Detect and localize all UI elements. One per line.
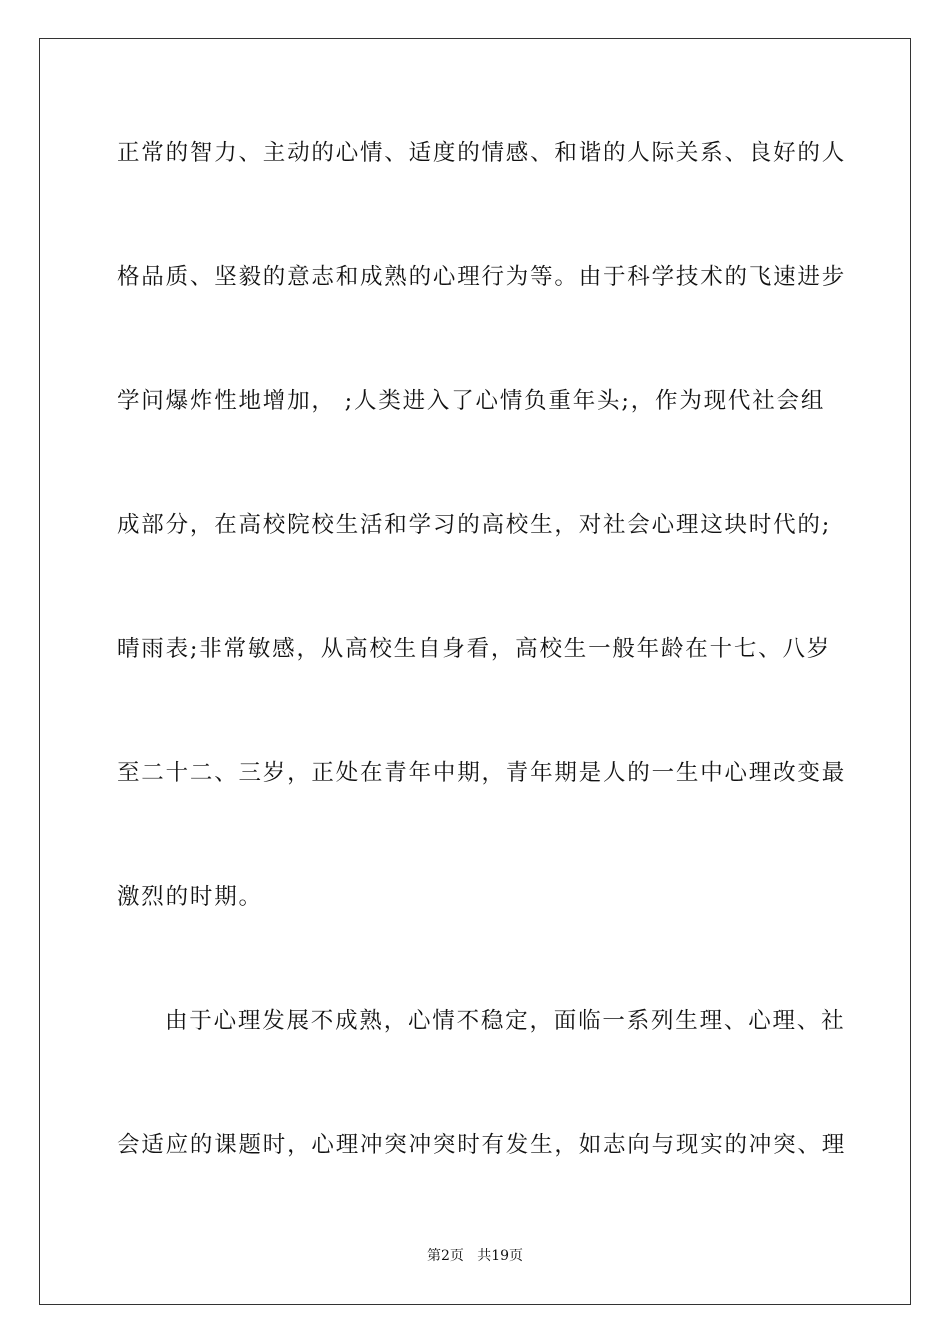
text-line: 正常的智力、主动的心情、适度的情感、和谐的人际关系、良好的人 xyxy=(117,140,847,166)
text-line: 至二十二、三岁，正处在青年中期，青年期是人的一生中心理改变最 xyxy=(117,760,847,786)
text-line: 成部分，在高校院校生活和学习的高校生，对社会心理这块时代的; xyxy=(117,512,832,538)
text-line: 晴雨表;非常敏感，从高校生自身看，高校生一般年龄在十七、八岁 xyxy=(117,636,832,662)
page-border xyxy=(39,38,911,1305)
text-line: 激烈的时期。 xyxy=(117,884,263,910)
page-number: 第2页 共19页 xyxy=(426,1248,524,1264)
text-line: 由于心理发展不成熟，心情不稳定，面临一系列生理、心理、社 xyxy=(165,1008,846,1034)
text-line: 学问爆炸性地增加， ;人类进入了心情负重年头;，作为现代社会组 xyxy=(117,388,826,414)
text-line: 会适应的课题时，心理冲突冲突时有发生，如志向与现实的冲突、理 xyxy=(117,1132,847,1158)
text-line: 格品质、坚毅的意志和成熟的心理行为等。由于科学技术的飞速进步 xyxy=(117,264,847,290)
